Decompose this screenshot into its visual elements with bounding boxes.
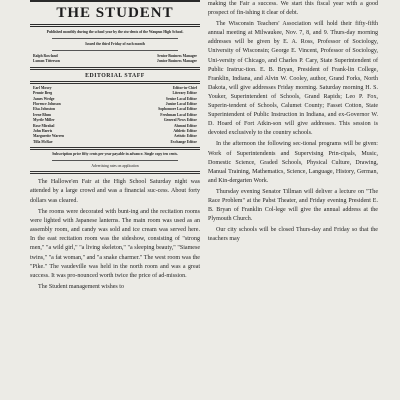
article-paragraph: The Student management wishes to bbox=[38, 284, 124, 290]
masthead-bottom-rule bbox=[30, 24, 200, 27]
staff-role: Athletic Editor bbox=[173, 129, 197, 134]
divider bbox=[30, 67, 200, 70]
staff-list bbox=[30, 86, 200, 145]
staff-name: Irene Blum bbox=[33, 112, 51, 117]
staff-role: Editor-in-Chief bbox=[172, 85, 197, 90]
manager-role: Junior Business Manager bbox=[156, 59, 197, 64]
article-paragraph: making the Fair a success. We start this fiscal year with a good prospect of fin-ishing it clear of debt. bbox=[208, 1, 378, 17]
editorial-staff-heading: EDITORIAL STAFF bbox=[85, 72, 145, 79]
left-column bbox=[30, 0, 200, 292]
divider bbox=[30, 147, 200, 150]
subscription-note: Subscription price fifty cents per year payable in advance. Single copy ten cents. bbox=[52, 152, 178, 157]
article-paragraph: In the afternoon the following sec-tional programs will be given: Work of Superintendents and Supervising Prin-cipals, Music, Domestic Science, Graded Schools, Physical Culture, Drawing, Manual Training, Mathematics, Science, Language, History, German, and Kin-dergarten Work. bbox=[208, 141, 378, 184]
masthead-top-rule bbox=[30, 0, 200, 2]
staff-name: Pennie Berg bbox=[33, 91, 53, 96]
staff-role: Artistic Editor bbox=[173, 134, 197, 139]
staff-role: Exchange Editor bbox=[170, 139, 197, 144]
manager-name: Ralph Rowland bbox=[33, 54, 58, 58]
managers-list bbox=[30, 54, 200, 65]
divider bbox=[30, 81, 200, 84]
manager-role: Senior Business Manager bbox=[157, 54, 197, 58]
right-column bbox=[208, 0, 378, 244]
divider bbox=[52, 38, 178, 39]
staff-role: Freshman Local Editor bbox=[160, 112, 197, 117]
staff-name: Tilla McRae bbox=[33, 139, 53, 144]
article-paragraph: Thursday evening Senator Tillman will deliver a lecture on "The Race Problem" at the Pabst Theater, and Friday evening President E. B. Bryan of Franklin Col-lege will give the annual address at the Plymouth Church. bbox=[208, 188, 378, 223]
divider bbox=[30, 171, 200, 174]
staff-name: Earl Moxey bbox=[33, 85, 52, 90]
issued-note: Issued the third Friday of each month bbox=[85, 42, 145, 46]
staff-name: John Harris bbox=[33, 129, 53, 134]
article-paragraph: Our city schools will be closed Thurs-day and Friday so that the teachers may bbox=[208, 227, 378, 243]
staff-name: Marguerite Warren bbox=[33, 134, 65, 139]
article-paragraph: The Wisconsin Teachers' Association will hold their fifty-fifth annual meeting at Milwaukee, Nov. 7, 8, and 9. Thurs-day morning addresses will be given by E. A. Ross, Professor of Sociology, University of Wisconsin; George E. Vincent, Professor of Sociology, Uni-versity of Chicago, and Charles P. Cary, State Superintendent of Public Instruc-tion. E. B. Bryan, President of Frank-lin College, Franklin, Indiana, and Alvin W. Cooley, author, Grand Forks, North Dakota, will give addresses Friday morning. Saturday morning H. S. Youker, Superintendent of Schools, Grand Rapids; Leo P. Fox, Superin-tendent of Schools, Calumet County; Fasset Cotton, State Superintendent of Public Instruction in Indiana, and ex-Governor W. D. Hoard of Fort Atkin-son will give addresses. This session is devoted exclusively to the country schools. bbox=[208, 21, 378, 137]
advertising-note: Advertising rates on application bbox=[91, 164, 139, 169]
staff-name: Elsa Johnston bbox=[33, 107, 56, 112]
staff-name: Myrtle Miller bbox=[33, 118, 55, 123]
staff-row bbox=[30, 140, 200, 145]
staff-role: Sophomore Local Editor bbox=[158, 107, 197, 112]
staff-role: Senior Local Editor bbox=[165, 96, 197, 101]
published-note: Published monthly during the school year by the stu-dents of the Waupun High School. bbox=[46, 30, 184, 34]
staff-role: Literary Editor bbox=[172, 91, 197, 96]
article-paragraph: The Hallowe'en Fair at the High School Saturday night was attended by a large crowd and was a financial suc-cess. About forty dollars was cleared. bbox=[30, 179, 200, 204]
staff-name: James Wedge bbox=[33, 96, 55, 101]
staff-role: General News Editor bbox=[163, 118, 197, 123]
masthead-title: THE STUDENT bbox=[56, 5, 174, 21]
staff-name: Rose Mirabal bbox=[33, 123, 55, 128]
manager-name: Lumon Titterson bbox=[33, 59, 60, 64]
divider bbox=[52, 160, 178, 161]
staff-role: Junior Local Editor bbox=[165, 102, 197, 107]
manager-row bbox=[30, 59, 200, 64]
staff-name: Florence Johnson bbox=[33, 102, 61, 107]
divider bbox=[52, 50, 178, 51]
staff-role: Alumni Editor bbox=[173, 123, 197, 128]
article-paragraph: The rooms were decorated with bunt-ing and the recitation rooms were lighted with Japanese lanterns. The main room was used as an assembly room, and candy was sold and ice cream was served here. In the east recitation room was the sideshow, consisting of "strong men," "a wild girl," "a living skeleton," "a sleeping beauty," "Siamese twins," "a fat woman," and "a snake charmer." The west room was the "Pike." The vaudeville was held in the north room and was a great success. It was pro-nounced worth twice the price of ad-mission. bbox=[30, 208, 200, 279]
